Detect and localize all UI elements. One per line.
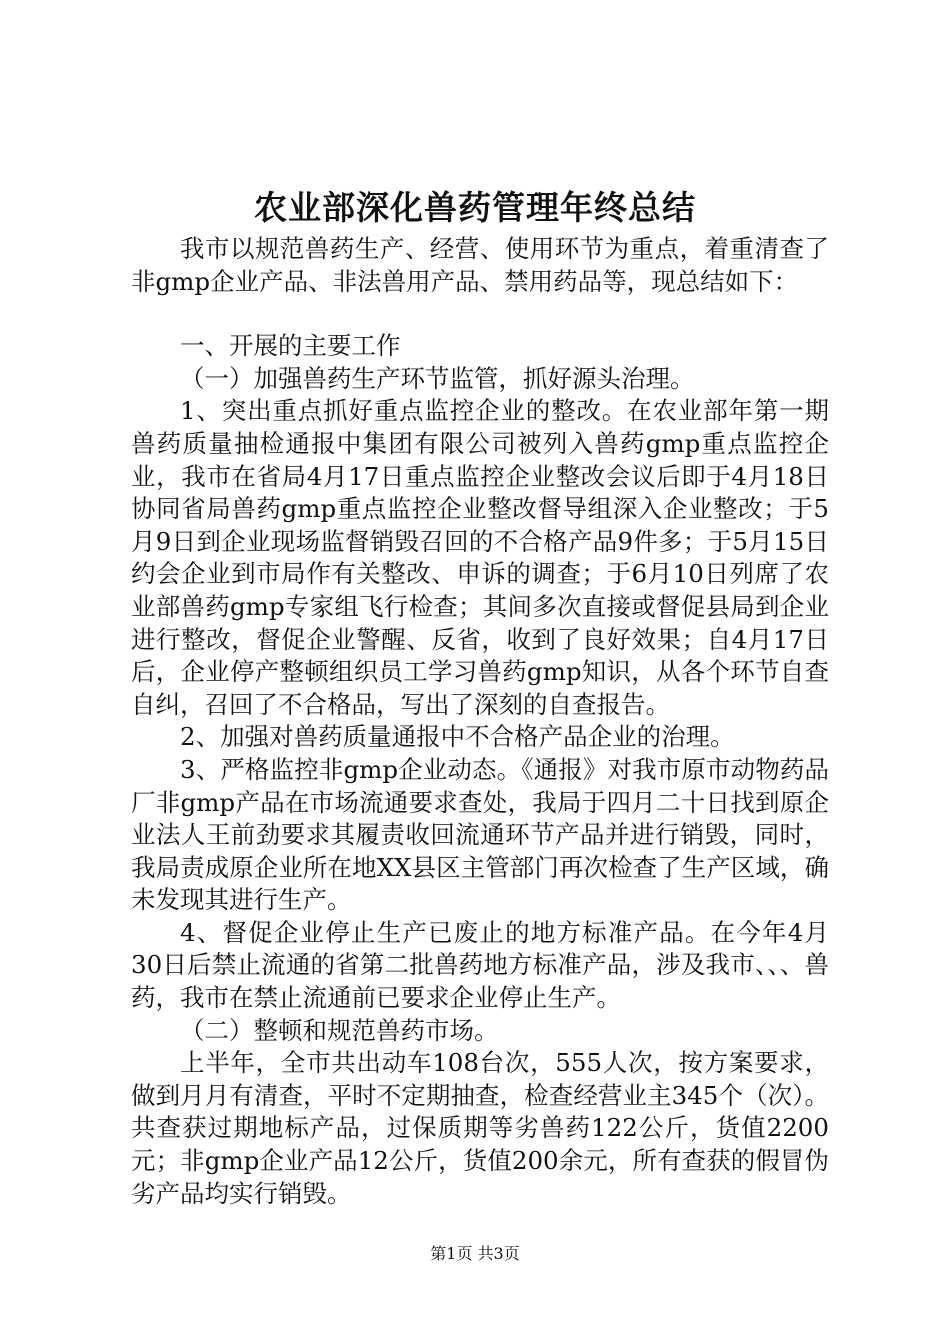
body-paragraph: 3、严格监控非gmp企业动态。《通报》对我市原市动物药品厂非gmp产品在市场流通要求查处，我局于四月二十日找到原企业法人王前劲要求其履责收回流通环节产品并进行销毁，同时，我局责成原企业所在地XX县区主管部门再次检查了生产区域，确未发现其进行生产。 — [131, 754, 829, 915]
subsection-heading: （二）整顿和规范兽药市场。 — [180, 1015, 499, 1045]
document-body — [131, 233, 829, 1210]
subsection-heading: （一）加强兽药生产环节监管，抓好源头治理。 — [180, 363, 695, 393]
body-paragraph: 4、督促企业停止生产已废止的地方标准产品。在今年4月30日后禁止流通的省第二批兽药地方标准产品，涉及我市、、、兽药，我市在禁止流通前已要求企业停止生产。 — [131, 917, 829, 1013]
intro-paragraph: 我市以规范兽药生产、经营、使用环节为重点，着重清查了非gmp企业产品、非法兽用产品、禁用药品等，现总结如下： — [131, 234, 829, 296]
body-paragraph: 上半年，全市共出动车108台次，555人次，按方案要求，做到月月有清查，平时不定期抽查，检查经营业主345个（次）。共查获过期地标产品，过保质期等劣兽药122公斤，货值2200元；非gmp企业产品12公斤，货值200余元，所有查获的假冒伪劣产品均实行销毁。 — [131, 1048, 829, 1208]
document-title: 农业部深化兽药管理年终总结 — [254, 188, 696, 227]
body-paragraph: 2、加强对兽药质量通报中不合格产品企业的治理。 — [180, 722, 735, 752]
body-paragraph: 1、突出重点抓好重点监控企业的整改。在农业部年第一期兽药质量抽检通报中集团有限公司被列入兽药gmp重点监控企业，我市在省局4月17日重点监控企业整改会议后即于4月18日协同省局兽药gmp重点监控企业整改督导组深入企业整改；于5月9日到企业现场监督销毁召回的不合格产品9件多；于5月15日约会企业到市局作有关整改、申诉的调查；于6月10日列席了农业部兽药gmp专家组飞行检查；其间多次直接或督促县局到企业进行整改，督促企业警醒、反省，收到了良好效果；自4月17日后，企业停产整顿组织员工学习兽药gmp知识，从各个环节自查自纠，召回了不合格品，写出了深刻的自查报告。 — [131, 396, 829, 719]
section-heading: 一、开展的主要工作 — [180, 331, 401, 361]
page-footer: 第1页 共3页 — [430, 1244, 520, 1263]
